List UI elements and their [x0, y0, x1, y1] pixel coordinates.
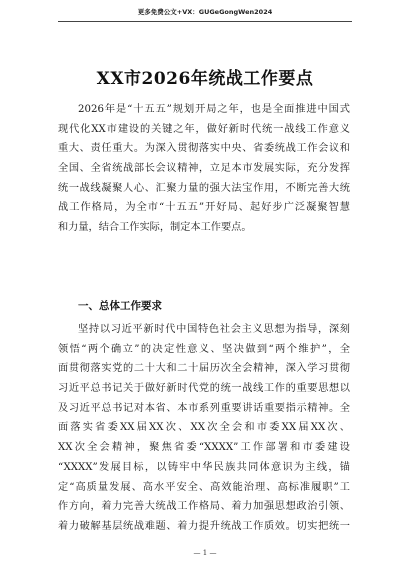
intro-line: 重大、责任重大。为深入贯彻落实中央、省委统战工作会议和 — [58, 143, 350, 155]
section-line: 及习近平总书记对本省、本市系列重要讲话重要指示精神。全 — [58, 402, 350, 414]
page-number: — 1 — — [193, 549, 217, 557]
header-divider — [58, 21, 352, 22]
intro-line: 现代化XX市建设的关键之年，做好新时代统一战线工作意义 — [58, 123, 350, 135]
intro-paragraph — [58, 100, 350, 238]
section-line: 定“高质量发展、高水平安全、高效能治理、高标准履职”工 — [58, 481, 350, 493]
section-line: 面落实省委XX届XX次、XX次全会和市委XX届XX次、 — [58, 422, 350, 434]
header-note: 更多免费公文+VX：GUGeGongWen2024 — [137, 8, 273, 16]
section-heading: 一、总体工作要求 — [78, 300, 162, 312]
section-line: 面贯彻落实党的二十大和二十届历次全会精神，深入学习贯彻 — [58, 363, 350, 375]
section-line: 着力破解基层统战难题、着力提升统战工作质效。切实把统一 — [58, 520, 350, 532]
section-line: XX次全会精神，聚焦省委“XXXX”工作部署和市委建设 — [58, 442, 350, 454]
section-line: 作方向，着力完善大统战工作格局、着力加强思想政治引领、 — [58, 501, 350, 513]
intro-line: 2026年是“十五五”规划开局之年，也是全面推进中国式 — [78, 104, 350, 115]
document-title: XX市2026年统战工作要点 — [96, 69, 314, 89]
intro-line: 战工作格局，为全市“十五五”开好局、起好步广泛凝聚智慧 — [58, 202, 350, 214]
section-line: “XXXX”发展目标，以铸牢中华民族共同体意识为主线，锚 — [58, 461, 350, 473]
intro-line: 和力量，结合工作实际，制定本工作要点。 — [58, 222, 252, 234]
intro-line: 统一战线凝聚人心、汇聚力量的强大法宝作用，不断完善大统 — [58, 182, 350, 194]
section-paragraph — [58, 320, 350, 537]
section-line: 坚持以习近平新时代中国特色社会主义思想为指导，深刻 — [78, 324, 350, 335]
section-line: 习近平总书记关于做好新时代党的统一战线工作的重要思想以 — [58, 383, 350, 395]
intro-line: 全国、全省统战部长会议精神，立足本市发展实际，充分发挥 — [58, 163, 350, 175]
section-line: 领悟“两个确立”的决定性意义、坚决做到“两个维护”，全 — [58, 343, 350, 355]
